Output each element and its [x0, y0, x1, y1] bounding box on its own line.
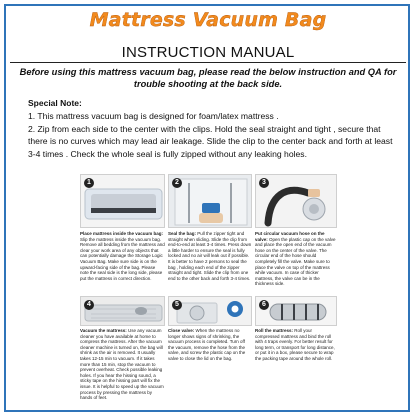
step-6-image	[255, 296, 337, 326]
step-3-lead: Put circular vacuum hose on the valve:	[255, 231, 325, 242]
step-2-image	[168, 174, 252, 228]
step-1-image	[80, 174, 165, 228]
step-number: 6	[259, 300, 269, 310]
special-note-item: 2. Zip from each side to the center with the clips. Hold the seal straight and tight , secure that there is no curves which may lead air leakage. Slide the clip to the center back and forth at least 3-4 times . Check the whole seal is fully zipped without any leaking holes.	[28, 124, 393, 159]
step-3	[255, 174, 337, 292]
step-1-lead: Place mattress inside the vacuum bag:	[80, 231, 164, 236]
step-4-body: Use any vacuum cleaner you have available at home to compress the mattress. After the vacuum cleaner machine is turned on, the bag will shrink as the air is removed. It usually takes 12-15 min to vacuum. If it takes more than 15 min, stop the vacuum to prevent overheat. Check possible leaking holes. If you hear the hissing sound, a sticky tape on the hissing part will fix the issue. It is helpful to speed up the vacuum process by pressing the mattress by hands of feet.	[80, 328, 164, 401]
step-6-lead: Roll the mattress:	[255, 328, 294, 333]
step-6-description	[255, 328, 337, 362]
step-1-description	[80, 231, 165, 281]
vacuum-compress-illustration	[81, 297, 165, 326]
special-note-title: Special Note:	[28, 98, 82, 108]
step-4	[80, 296, 165, 410]
step-3-image	[255, 174, 337, 228]
warning-text: Before using this mattress vacuum bag, please read the below instruction and QA for trouble shooting at the back side.	[19, 67, 397, 89]
step-6	[255, 296, 337, 410]
step-5-image	[168, 296, 252, 326]
step-4-description	[80, 328, 165, 401]
step-1-body: Slip the mattress inside the vacuum bag. Remove all bedding from the mattress and clear your work area of any objects that can potentially damage the Storage Logic Vacuum Bag. Make sure side is on the upward-facing side of the bag. Please note the seal side is the long side, please put the mattress in correct direction.	[80, 236, 165, 281]
step-1	[80, 174, 165, 292]
step-4-lead: Vacuum the mattress:	[80, 328, 127, 333]
brand-title: Mattress Vacuum Bag	[89, 9, 327, 31]
step-number: 3	[259, 178, 269, 188]
step-3-description	[255, 231, 337, 287]
step-number: 2	[172, 178, 182, 188]
step-number: 5	[172, 300, 182, 310]
step-2	[168, 174, 252, 292]
step-4-image	[80, 296, 165, 326]
step-3-body: Open the plastic cap on the valve and place the open end of the vacuum hose on the center of the valve. The circular end of the hose should completely fill the valve. Make sure to place the valve on top of the mattress while vacuum. In case of thicker mattress, the valve can be in the thickness side.	[255, 236, 336, 287]
step-2-lead: Seal the bag:	[168, 231, 197, 236]
step-2-description	[168, 231, 252, 281]
step-5-lead: Close valve:	[168, 328, 195, 333]
valve-close-illustration	[169, 297, 252, 326]
step-5	[168, 296, 252, 410]
step-5-description	[168, 328, 252, 362]
page-title: INSTRUCTION MANUAL	[121, 44, 295, 61]
step-2-body: Pull the zipper tight and straight when sliding. Slide the clip from end-to-end at least 3-4 times. Press down a little harder to ensure the seal is fully locked and no air will leak out if possible. It is better to have 2 persons to seal the bag , holding each end of the zipper straight and tight. Slide the clip from one end to the other back and forth 3-4 times.	[168, 231, 252, 281]
step-number: 4	[84, 300, 94, 310]
step-number: 1	[84, 178, 94, 188]
step-6-body: Roll your compressed mattress and bind the roll with 4 traps evenly. For better result for long term, or transport for long distance, or put it in a box, please secure to wrap the packing tape around the whole roll.	[255, 328, 335, 361]
title-divider	[10, 62, 406, 63]
step-5-body: When the mattress no longer shows signs of shrinking, the vacuum process is completed. Turn off the vacuum, remove the hose from the valve, and screw the plastic cap on the valve to close the lid on the bag.	[168, 328, 246, 361]
special-note-item: 1. This mattress vacuum bag is designed for foam/latex mattress .	[28, 111, 279, 121]
